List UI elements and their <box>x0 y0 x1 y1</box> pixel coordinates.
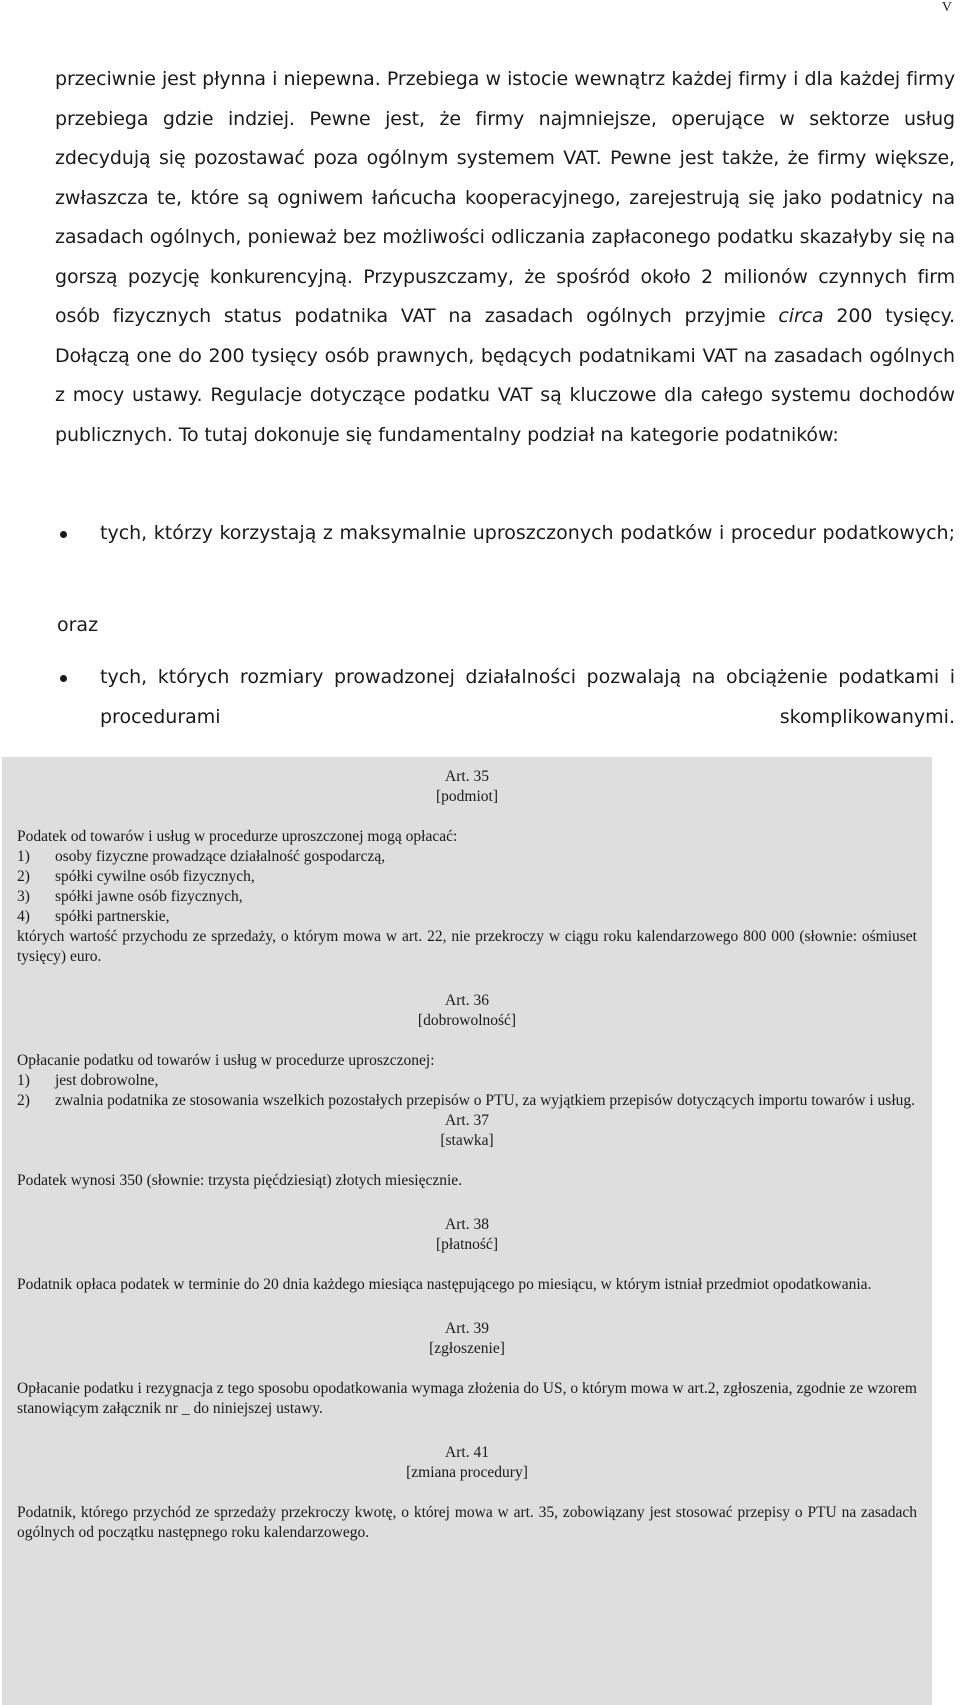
article-number: Art. 38 <box>445 1216 489 1233</box>
paragraph-text-after: 200 tysięcy. Dołączą one do 200 tysięcy osób prawnych, będących podatnikami VAT na zasadach ogólnych z mocy ustawy. Regulacje dotyczące podatku VAT są kluczowe dla całego systemu dochodów publicznych. To tutaj dokonuje się fundamentalny podział na kategorie podatników: <box>55 305 955 446</box>
bullet-icon <box>60 675 67 682</box>
item-text: jest dobrowolne, <box>55 1072 159 1089</box>
list-item <box>17 867 917 887</box>
article-intro: Opłacanie podatku od towarów i usług w procedurze uproszczonej: <box>17 1052 435 1069</box>
item-text: spółki cywilne osób fizycznych, <box>55 868 255 885</box>
bullet-item-simplified <box>55 514 955 593</box>
connector-text: oraz <box>57 614 99 636</box>
article-38 <box>17 1215 917 1295</box>
bullet-text: tych, których rozmiary prowadzonej działalności pozwalają na obciążenie podatkami i procedurami skomplikowanymi. <box>100 666 955 728</box>
item-number: 2) <box>17 868 30 885</box>
article-text: Podatnik, którego przychód ze sprzedaży przekroczy kwotę, o której mowa w art. 35, zobowiązany jest stosować przepisy o PTU na zasadach ogólnych od początku następnego roku kalendarzowego. <box>17 1504 917 1541</box>
bullet-icon <box>60 531 67 538</box>
article-number: Art. 41 <box>445 1444 489 1461</box>
article-intro: Podatek od towarów i usług w procedurze uproszczonej mogą opłacać: <box>17 828 458 845</box>
main-paragraph <box>55 60 955 455</box>
page-number: V <box>941 0 952 15</box>
article-text: Podatek wynosi 350 (słownie: trzysta pięćdziesiąt) złotych miesięcznie. <box>17 1172 463 1189</box>
article-number: Art. 37 <box>445 1112 489 1129</box>
article-number: Art. 35 <box>445 768 489 785</box>
article-closing: których wartość przychodu ze sprzedaży, o którym mowa w art. 22, nie przekroczy w ciągu roku kalendarzowego 800 000 (słownie: ośmiuset tysięcy) euro. <box>17 928 917 965</box>
item-number: 1) <box>17 1072 30 1089</box>
article-text: Podatnik opłaca podatek w terminie do 20 dnia każdego miesiąca następującego po miesiącu, w którym istniał przedmiot opodatkowania. <box>17 1276 872 1293</box>
article-35 <box>17 767 917 967</box>
article-39 <box>17 1319 917 1419</box>
list-item <box>17 887 917 907</box>
article-title: [podmiot] <box>436 788 498 805</box>
statute-box <box>2 757 932 1705</box>
item-text: osoby fizyczne prowadzące działalność gospodarczą, <box>55 848 386 865</box>
item-text: zwalnia podatnika ze stosowania wszelkich pozostałych przepisów o PTU, za wyjątkiem przepisów dotyczących importu towarów i usług. <box>55 1092 916 1109</box>
article-36 <box>17 991 917 1111</box>
list-item <box>17 847 917 867</box>
article-title: [stawka] <box>440 1132 494 1149</box>
item-number: 3) <box>17 888 30 905</box>
list-item <box>17 907 917 927</box>
article-title: [zmiana procedury] <box>406 1464 528 1481</box>
article-title: [zgłoszenie] <box>429 1340 505 1357</box>
article-title: [płatność] <box>436 1236 498 1253</box>
bullet-text: tych, którzy korzystają z maksymalnie uproszczonych podatków i procedur podatkowych; <box>100 522 955 544</box>
item-number: 2) <box>17 1092 30 1109</box>
list-item <box>17 1071 917 1091</box>
statute-content <box>17 767 917 1543</box>
item-text: spółki partnerskie, <box>55 908 170 925</box>
article-text: Opłacanie podatku i rezygnacja z tego sposobu opodatkowania wymaga złożenia do US, o którym mowa w art.2, zgłoszenia, zgodnie ze wzorem stanowiącym załącznik nr _ do niniejszej ustawy. <box>17 1380 917 1417</box>
article-title: [dobrowolność] <box>417 1012 517 1029</box>
paragraph-italic-term: circa <box>778 305 824 327</box>
item-number: 1) <box>17 848 30 865</box>
paragraph-text-before: przeciwnie jest płynna i niepewna. Przebiega w istocie wewnątrz każdej firmy i dla każdej firmy przebiega gdzie indziej. Pewne jest, że firmy najmniejsze, operujące w sektorze usług zdecydują się pozostawać poza ogólnym systemem VAT. Pewne jest także, że firmy większe, zwłaszcza te, które są ogniwem łańcucha kooperacyjnego, zarejestrują się jako podatnicy na zasadach ogólnych, ponieważ bez możliwości odliczania zapłaconego podatku skazałyby się na gorszą pozycję konkurencyjną. Przypuszczamy, że spośród około 2 milionów czynnych firm osób fizycznych status podatnika VAT na zasadach ogólnych przyjmie <box>55 68 955 327</box>
article-37 <box>17 1111 917 1191</box>
article-number: Art. 36 <box>445 992 489 1009</box>
item-number: 4) <box>17 908 30 925</box>
item-text: spółki jawne osób fizycznych, <box>55 888 243 905</box>
article-number: Art. 39 <box>445 1320 489 1337</box>
article-41 <box>17 1443 917 1543</box>
list-item <box>17 1091 917 1111</box>
